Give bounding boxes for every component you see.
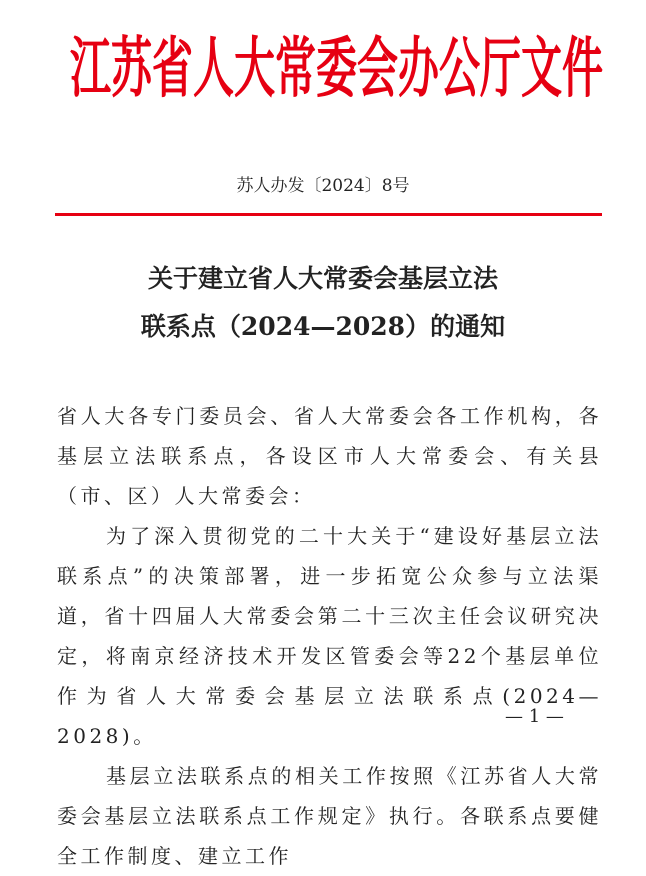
document-title-line-2: 联系点（2024—2028）的通知 — [140, 312, 506, 341]
salutation: 省人大各专门委员会、省人大常委会各工作机构，各基层立法联系点，各设区市人大常委会、有关县（市、区）人大常委会： — [57, 404, 602, 508]
page-number: — 1 — — [505, 706, 564, 727]
red-divider-line — [55, 213, 602, 216]
document-body — [57, 396, 602, 876]
paragraph: 基层立法联系点的相关工作按照《江苏省人大常委会基层立法联系点工作规定》执行。各联系点要健全工作制度、建立工作 — [57, 764, 602, 868]
paragraph: 为了深入贯彻党的二十大关于“建设好基层立法联系点”的决策部署，进一步拓宽公众参与立法渠道，省十四届人大常委会第二十三次主任会议研究决定，将南京经济技术开发区管委会等22个基层单位作为省人大常委会基层立法联系点(2024—2028)。 — [57, 524, 602, 748]
document-title-line-1: 关于建立省人大常委会基层立法 — [147, 264, 498, 293]
document-number: 苏人办发〔2024〕8号 — [236, 176, 410, 196]
document-masthead: 江苏省人大常委会办公厅文件 — [70, 29, 603, 107]
